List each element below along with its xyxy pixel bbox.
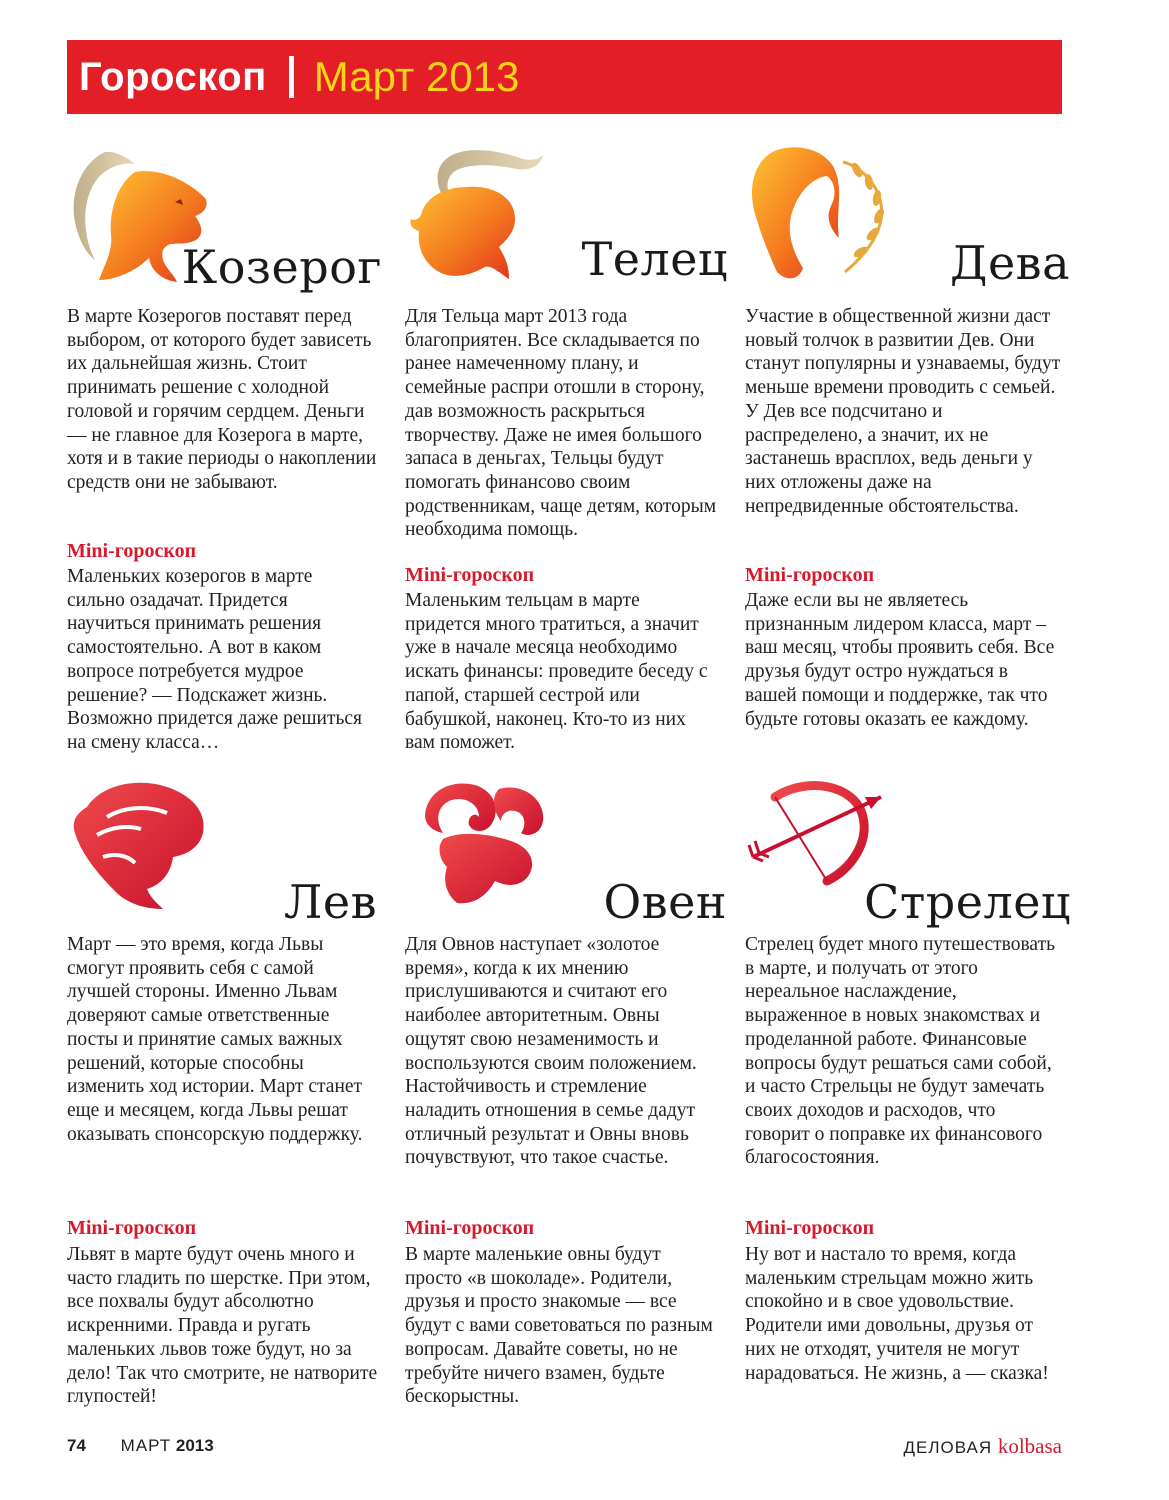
mini-horoscope-text: Львят в марте будут очень много и часто гладить по шерстке. При этом, все похвалы будут абсолютно искренними. Правда и ругать маленьких львов тоже будут, но за дело! Так что смотрите, не натворите глупостей! xyxy=(67,1244,378,1408)
footer-year: 2013 xyxy=(175,1436,214,1455)
sign-description: Для Тельца март 2013 года благоприятен. Все складывается по ранее намеченному плану, и семейные распри отошли в сторону, дав возможность раскрыться творчеству. Даже не имея большого запаса в деньгах, Тельцы будут помогать финансово своим родственникам, чаще детям, которым необходима помощь. xyxy=(405,306,717,541)
mini-horoscope-title: Mini-гороскоп xyxy=(67,1217,197,1239)
sign-name: Овен xyxy=(603,875,727,929)
sign-card-taurus xyxy=(405,140,728,760)
mini-horoscope-text: В марте маленькие овны будут просто «в шоколаде». Родители, друзья и просто знакомые — все будут с вами советоваться по разным вопросам. Давайте советы, но не требуйте ничего взамен, будьте бескорыстны. xyxy=(405,1244,713,1408)
mini-horoscope-title: Mini-гороскоп xyxy=(405,1217,535,1239)
magazine-brand: kolbasa xyxy=(997,1434,1062,1458)
aries-icon xyxy=(403,775,553,910)
sign-name: Лев xyxy=(283,875,377,929)
mini-horoscope-title: Mini-гороскоп xyxy=(405,564,535,586)
leo-icon xyxy=(67,777,212,912)
sign-name: Козерог xyxy=(181,240,382,294)
page-title: Гороскоп xyxy=(79,54,267,99)
sign-description: Участие в общественной жизни даст новый толчок в развитии Дев. Они станут популярны и узнаваемы, будут меньше времени проводить с семьей. У Дев все подсчитано и распределено, а значит, их не застанешь врасплох, ведь деньги у них отложены даже на непредвиденные обстоятельства. xyxy=(745,306,1061,517)
header-banner xyxy=(67,40,1062,114)
page-footer-left xyxy=(67,1436,214,1456)
magazine-prefix: ДЕЛОВАЯ xyxy=(903,1438,993,1457)
sign-description: Стрелец будет много путешествовать в марте, и получать от этого нереальное наслаждение, выраженное в новых знакомствах и проделанной работе. Финансовые вопросы будут решаться сами собой, и часто Стрельцы не будут замечать своих доходов и расходов, что говорит о поправке их финансового благосостояния. xyxy=(745,934,1055,1169)
mini-horoscope-text: Ну вот и настало то время, когда маленьким стрельцам можно жить спокойно и в свое удовольствие. Родители ими довольны, друзья от них не отходят, учителя не могут нарадоваться. Не жизнь, а — сказка! xyxy=(745,1244,1049,1384)
mini-horoscope-title: Mini-гороскоп xyxy=(745,564,875,586)
mini-horoscope-text: Маленьких козерогов в марте сильно озадачат. Придется научиться принимать решения самостоятельно. А вот в каком вопросе потребуется мудрое решение? — Подскажет жизнь. Возможно придется даже решиться на смену класса… xyxy=(67,566,362,753)
footer-month: МАРТ xyxy=(120,1436,172,1455)
sign-card-sagittarius xyxy=(745,775,1071,1415)
sign-description: В марте Козерогов поставят перед выбором, от которого будет зависеть их дальнейшая жизнь. Стоит принимать решение с холодной головой и горячим сердцем. Деньги — не главное для Козерога в марте, хотя и в такие периоды о накоплении средств они не забывают. xyxy=(67,306,377,493)
title-divider xyxy=(289,56,294,98)
sign-name: Дева xyxy=(950,236,1070,290)
sign-name: Телец xyxy=(581,232,728,286)
sign-card-leo xyxy=(67,775,387,1415)
sign-card-capricorn xyxy=(67,140,387,760)
mini-horoscope-text: Даже если вы не являетесь признанным лидером класса, март – ваш месяц, чтобы проявить себя. Все друзья будут остро нуждаться в вашей помощи и поддержке, так что будьте готовы оказать ее каждому. xyxy=(745,590,1055,730)
sign-description: Для Овнов наступает «золотое время», когда к их мнению прислушиваются и считают его наиболее авторитетным. Овны ощутят свою незаменимость и воспользуются своим положением. Настойчивость и стремление наладить отношения в семье дадут отличный результат и Овны вновь почувствуют, что такое счастье. xyxy=(405,934,697,1169)
sign-card-aries xyxy=(405,775,725,1415)
mini-horoscope-text: Маленьким тельцам в марте придется много тратиться, а значит уже в начале месяца необходимо искать финансы: проведите беседу с папой, старшей сестрой или бабушкой, наконец. Кто-то из них вам поможет. xyxy=(405,590,708,754)
magazine-logo xyxy=(903,1434,1062,1459)
sign-description: Март — это время, когда Львы смогут проявить себя с самой лучшей стороны. Именно Львам доверяют самые ответственные посты и принятие самых важных решений, которые способны изменить ход истории. Март станет еще и месяцем, когда Львы решат оказывать спонсорскую поддержку. xyxy=(67,934,363,1145)
sign-card-virgo xyxy=(745,140,1070,760)
taurus-icon xyxy=(405,145,550,290)
virgo-icon xyxy=(747,142,892,287)
page-number: 74 xyxy=(67,1436,86,1455)
mini-horoscope-title: Mini-гороскоп xyxy=(67,540,197,562)
sign-name: Стрелец xyxy=(864,875,1071,929)
page-subtitle: Март 2013 xyxy=(313,53,520,100)
mini-horoscope-title: Mini-гороскоп xyxy=(745,1217,875,1239)
